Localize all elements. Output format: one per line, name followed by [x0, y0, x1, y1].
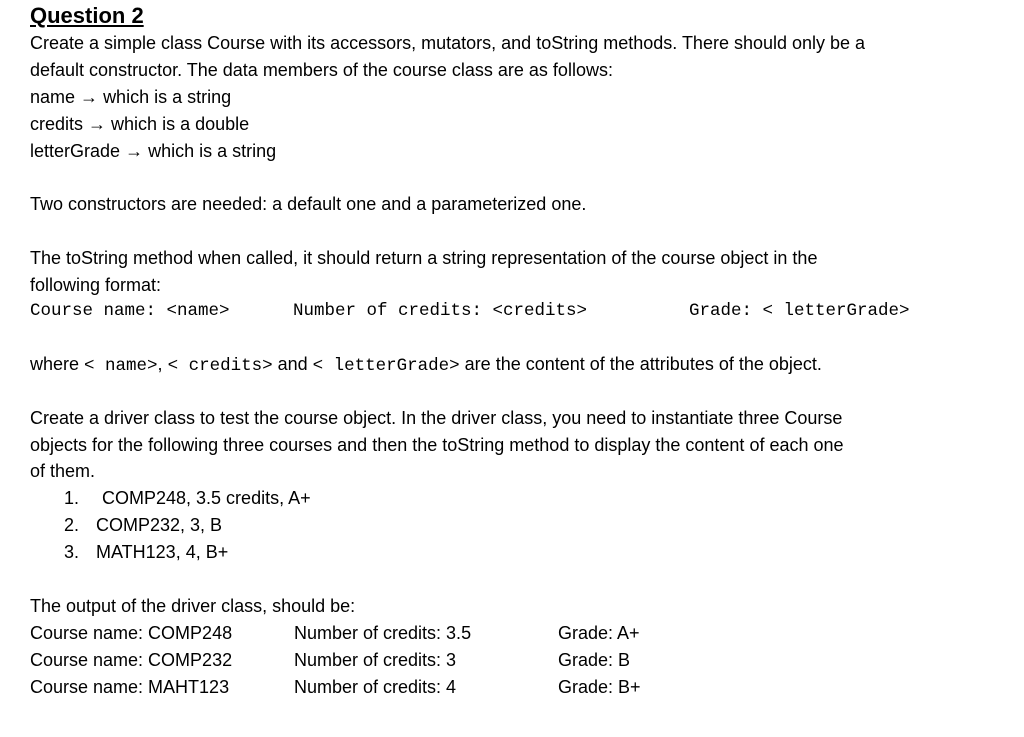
list-item-text: MATH123, 4, B+: [96, 542, 229, 562]
member-desc: which is a string: [148, 141, 277, 161]
output-row: [30, 620, 1000, 646]
credits-token: < credits>: [167, 356, 273, 376]
member-credits: [30, 111, 249, 137]
output-course-name: Course name: COMP232: [30, 650, 233, 670]
arrow-icon: →: [125, 141, 144, 161]
output-course-name: Course name: COMP248: [30, 623, 233, 643]
driver-line-2: objects for the following three courses and then the toString method to display the content of each one: [30, 435, 844, 455]
member-name: [30, 84, 231, 110]
list-item-text: COMP248, 3.5 credits, A+: [102, 488, 311, 508]
member-label: name: [30, 87, 76, 107]
member-label: credits: [30, 114, 84, 134]
output-grade: Grade: B: [558, 650, 631, 670]
course-list-item: [30, 539, 630, 565]
output-grade: Grade: B+: [558, 677, 641, 697]
output-credits: Number of credits: 3: [294, 650, 457, 670]
where-sep-1: ,: [157, 354, 168, 374]
format-course-name: Course name: <name>: [30, 301, 230, 321]
driver-line-1: Create a driver class to test the course object. In the driver class, you need to instantiate three Course: [30, 408, 843, 428]
where-prefix: where: [30, 354, 85, 374]
tostring-line-1: The toString method when called, it should return a string representation of the course object in the: [30, 248, 818, 268]
intro-line-1: Create a simple class Course with its accessors, mutators, and toString methods. There should only be a: [30, 33, 866, 53]
course-list-item: [30, 512, 630, 538]
where-sep-2: and: [272, 354, 313, 374]
arrow-icon: →: [88, 114, 107, 134]
arrow-icon: →: [80, 87, 99, 107]
list-number: 1.: [64, 488, 80, 508]
output-row: [30, 647, 1000, 673]
output-intro: The output of the driver class, should be:: [30, 596, 356, 616]
tostring-line-2: following format:: [30, 275, 162, 295]
course-list-item: [30, 485, 630, 511]
member-letter-grade: [30, 138, 276, 164]
intro-line-2: default constructor. The data members of the course class are as follows:: [30, 60, 613, 80]
member-desc: which is a double: [111, 114, 250, 134]
name-token: < name>: [84, 356, 158, 376]
where-suffix: are the content of the attributes of the object.: [459, 354, 822, 374]
driver-line-3: of them.: [30, 461, 96, 481]
member-label: letterGrade: [30, 141, 121, 161]
format-line: [30, 298, 1000, 324]
output-credits: Number of credits: 4: [294, 677, 457, 697]
format-credits: Number of credits: <credits>: [293, 301, 588, 321]
list-number: 3.: [64, 542, 80, 562]
member-desc: which is a string: [103, 87, 232, 107]
list-number: 2.: [64, 515, 80, 535]
output-course-name: Course name: MAHT123: [30, 677, 230, 697]
grade-token: < letterGrade>: [312, 356, 460, 376]
output-row: [30, 674, 1000, 700]
where-line: [30, 351, 822, 377]
list-item-text: COMP232, 3, B: [96, 515, 223, 535]
constructors-paragraph: Two constructors are needed: a default one and a parameterized one.: [30, 194, 587, 214]
question-title: Question 2: [30, 3, 144, 28]
output-grade: Grade: A+: [558, 623, 640, 643]
output-credits: Number of credits: 3.5: [294, 623, 472, 643]
format-grade: Grade: < letterGrade>: [689, 301, 910, 321]
